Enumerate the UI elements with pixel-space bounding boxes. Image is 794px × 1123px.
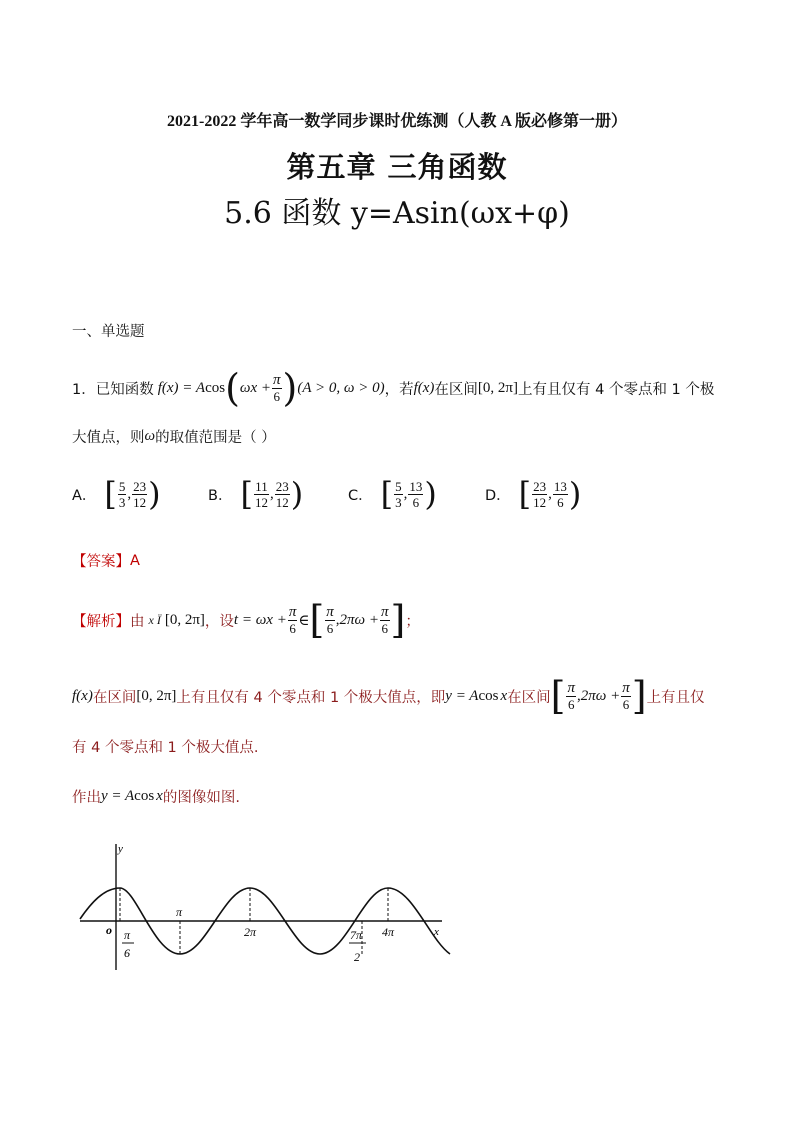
series-title: 2021-2022 学年高一数学同步课时优练测（人教 A 版必修第一册） (166, 113, 627, 130)
option-a[interactable]: A． [ $\frac{5}{3}$ , $\frac{23}{12}$ ) (72, 475, 161, 513)
section-title: 5.6 函数 y=Asin(ωx+φ) (224, 196, 570, 231)
question-number: 1． (72, 381, 96, 398)
origin-label: o (106, 923, 112, 937)
fraction-pi-6: $\frac{\pi}{6}$ (273, 371, 281, 404)
tick-7pi2-num: 7π (350, 928, 363, 942)
option-c[interactable]: C． [ $\frac{5}{3}$ , $\frac{13}{6}$ ) (348, 475, 437, 513)
answer-tag: 【答案】 (72, 554, 130, 570)
tick-2pi: 2π (244, 925, 257, 939)
option-d[interactable]: D． [ $\frac{23}{12}$ , $\frac{13}{6}$ ) (485, 475, 582, 513)
y-axis-label: y (118, 843, 123, 855)
analysis-line1: 【解析】 由 x Ï [0, 2π] ，设 t = ωx + $\frac{\pi}{6}$ ∈ [ $\frac{\pi}{6}$ , 2πω + $\frac{\pi}{6}$ ] ； (72, 598, 420, 642)
analysis-line3: 有 4 个零点和 1 个极大值点. (72, 740, 259, 756)
tick-pi6-den: 6 (124, 946, 130, 960)
tick-pi: π (176, 905, 183, 919)
tick-4pi: 4π (382, 925, 395, 939)
analysis-line2: f(x) 在区间 [0, 2π] 上有且仅有 4 个零点和 1 个极大值点，即 y = A cos x 在区间 [ $\frac{\pi}{6}$ , 2πω + $\frac{\pi}{6}$ ] 上有且仅 (72, 674, 705, 718)
analysis-tag: 【解析】 (72, 613, 130, 630)
x-axis-label: x (434, 926, 439, 938)
cosine-graph (76, 836, 456, 976)
analysis-line4: 作出 y = A cos x 的图像如图. (72, 788, 240, 806)
answer-line (72, 550, 140, 571)
option-b[interactable]: B． [ $\frac{11}{12}$ , $\frac{23}{12}$ ) (208, 475, 304, 513)
section-heading: 一、单选题 (72, 324, 145, 340)
tick-pi6-num: π (124, 928, 131, 942)
question-stem-line1: 1． 已知函数 f(x) = A cos ( ωx + $\frac{\pi}{6}$ ) (A > 0, ω > 0) ，若 f(x) 在区间 [0, 2π] 上有且仅有 4 个零点和 1 个极 (72, 366, 715, 410)
tick-7pi2-den: 2 (354, 950, 360, 964)
answer-value: A (130, 552, 140, 569)
chapter-title: 第五章 三角函数 (286, 150, 508, 184)
question-stem-line2: 大值点，则 ω 的取值范围是（ ） (72, 428, 276, 446)
